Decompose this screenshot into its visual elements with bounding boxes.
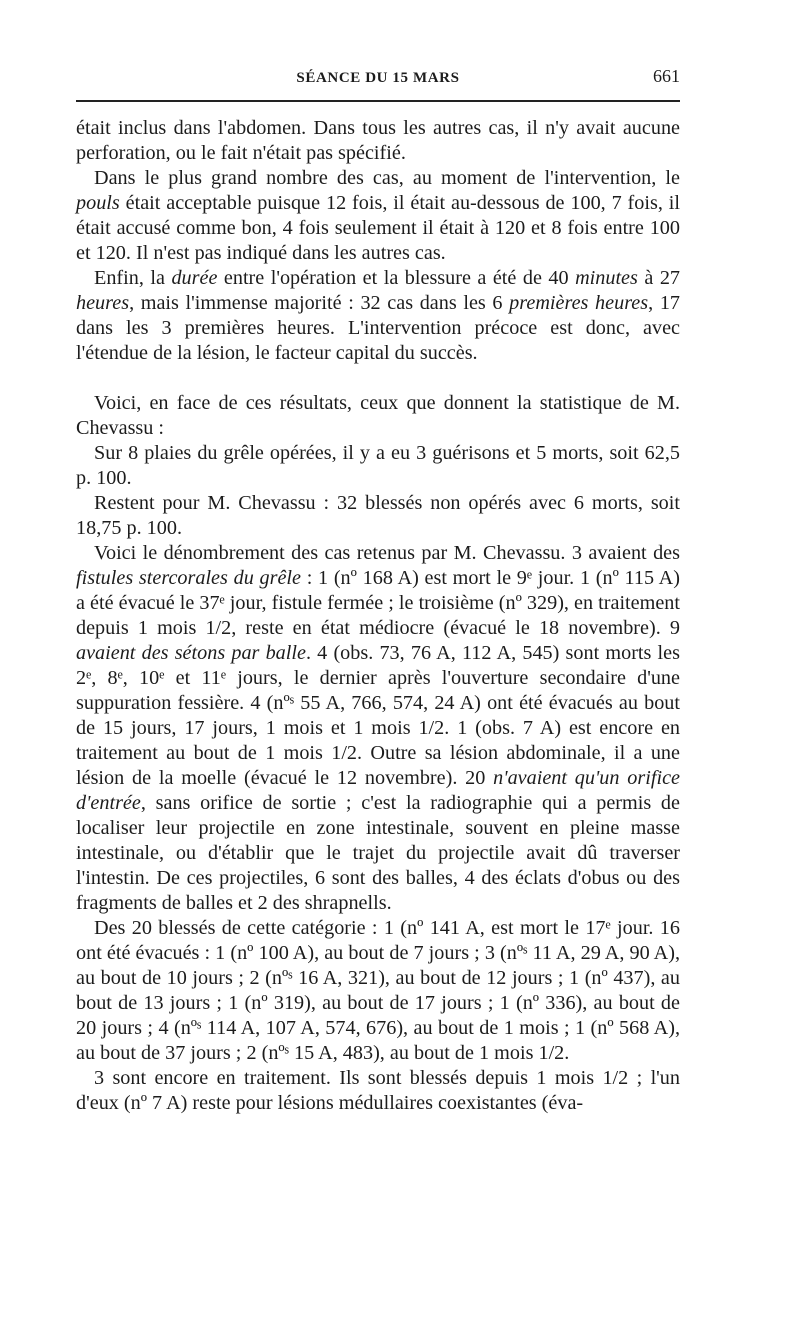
paragraph	[76, 491, 680, 541]
text-run: entre l'opération et la blessure a été de 40	[217, 267, 576, 289]
text-run: était inclus dans l'abdomen. Dans tous les autres cas, il n'y avait aucune perforation, ou le fait n'était pas spécifié.	[76, 117, 680, 164]
italic-text: pouls	[76, 192, 120, 214]
italic-text: n'avaient qu'un orifice d'entrée	[76, 767, 680, 814]
text-run: Sur 8 plaies du grêle opérées, il y a eu 3 guérisons et 5 morts, soit 62,5 p. 100.	[76, 442, 680, 489]
text-run: : 1 (nº 168 A) est mort le 9ᵉ jour. 1 (nº 115 A) a été évacué le 37ᵉ jour, fistule fermée ; le troisième (nº 329), en traitement depuis 1 mois 1/2, reste en état médiocre (évacué le 18 novembre). 9	[76, 567, 680, 639]
paragraph	[76, 116, 680, 166]
italic-text: fistules stercorales du grêle	[76, 567, 301, 589]
book-page	[76, 60, 680, 1116]
header-rule	[76, 100, 680, 102]
italic-text: premières heures	[509, 292, 649, 314]
text-run: Restent pour M. Chevassu : 32 blessés non opérés avec 6 morts, soit 18,75 p. 100.	[76, 492, 680, 539]
text-run: 3 sont encore en traitement. Ils sont blessés depuis 1 mois 1/2 ; l'un d'eux (nº 7 A) reste pour lésions médullaires coexistantes (éva-	[76, 1067, 680, 1114]
page-number: 661	[653, 66, 680, 86]
paragraph	[76, 916, 680, 1066]
italic-text: durée	[171, 267, 218, 289]
body-text	[76, 116, 680, 1116]
paragraph	[76, 441, 680, 491]
italic-text: heures	[76, 292, 130, 314]
paragraph	[76, 541, 680, 916]
text-run: , 17 dans les 3 premières heures. L'intervention précoce est donc, avec l'étendue de la lésion, le facteur capital du succès.	[76, 292, 681, 364]
text-run: à 27	[637, 267, 681, 289]
page-header	[76, 60, 680, 94]
text-run: , mais l'immense majorité : 32 cas dans les 6	[129, 292, 510, 314]
text-run: Voici le dénombrement des cas retenus par M. Chevassu. 3 avaient des	[94, 542, 680, 564]
paragraph	[76, 166, 680, 266]
paragraph	[76, 266, 680, 366]
text-run: Enfin, la	[94, 267, 172, 289]
text-run: , sans orifice de sortie ; c'est la radiographie qui a permis de localiser leur projectile en zone intestinale, souvent en pleine masse intestinale, ou d'établir que le trajet du projectile avait dû traverser l'intestin. De ces projectiles, 6 sont des balles, 4 des éclats d'obus ou des fragments de balles et 2 des shrapnells.	[76, 792, 680, 914]
running-title: SÉANCE DU 15 MARS	[296, 70, 460, 86]
text-run: était acceptable puisque 12 fois, il était au-dessous de 100, 7 fois, il était accusé comme bon, 4 fois seulement il était à 120 et 8 fois entre 100 et 120. Il n'est pas indiqué dans les autres cas.	[76, 192, 680, 264]
text-run: Des 20 blessés de cette catégorie : 1 (nº 141 A, est mort le 17ᵉ jour. 16 ont été évacués : 1 (nº 100 A), au bout de 7 jours ; 3 (nºˢ 11 A, 29 A, 90 A), au bout de 10 jours ; 2 (nºˢ 16 A, 321), au bout de 12 jours ; 1 (nº 437), au bout de 13 jours ; 1 (nº 319), au bout de 17 jours ; 1 (nº 336), au bout de 20 jours ; 4 (nºˢ 114 A, 107 A, 574, 676), au bout de 1 mois ; 1 (nº 568 A), au bout de 37 jours ; 2 (nºˢ 15 A, 483), au bout de 1 mois 1/2.	[76, 917, 680, 1064]
text-run: Dans le plus grand nombre des cas, au moment de l'intervention, le	[94, 167, 680, 189]
text-run: Voici, en face de ces résultats, ceux que donnent la statistique de M. Chevassu :	[76, 392, 680, 439]
italic-text: avaient des sétons par balle	[76, 642, 306, 664]
paragraph	[76, 1066, 680, 1116]
text-run: . 4 (obs. 73, 76 A, 112 A, 545) sont morts les 2ᵉ, 8ᵉ, 10ᵉ et 11ᵉ jours, le dernier après l'ouverture secondaire d'une suppuration fessière. 4 (nºˢ 55 A, 766, 574, 24 A) ont été évacués au bout de 15 jours, 17 jours, 1 mois et 1 mois 1/2. 1 (obs. 7 A) est encore en traitement au bout de 1 mois 1/2. Outre sa lésion abdominale, il a une lésion de la moelle (évacué le 12 novembre). 20	[76, 642, 680, 789]
italic-text: minutes	[575, 267, 638, 289]
paragraph	[76, 391, 680, 441]
